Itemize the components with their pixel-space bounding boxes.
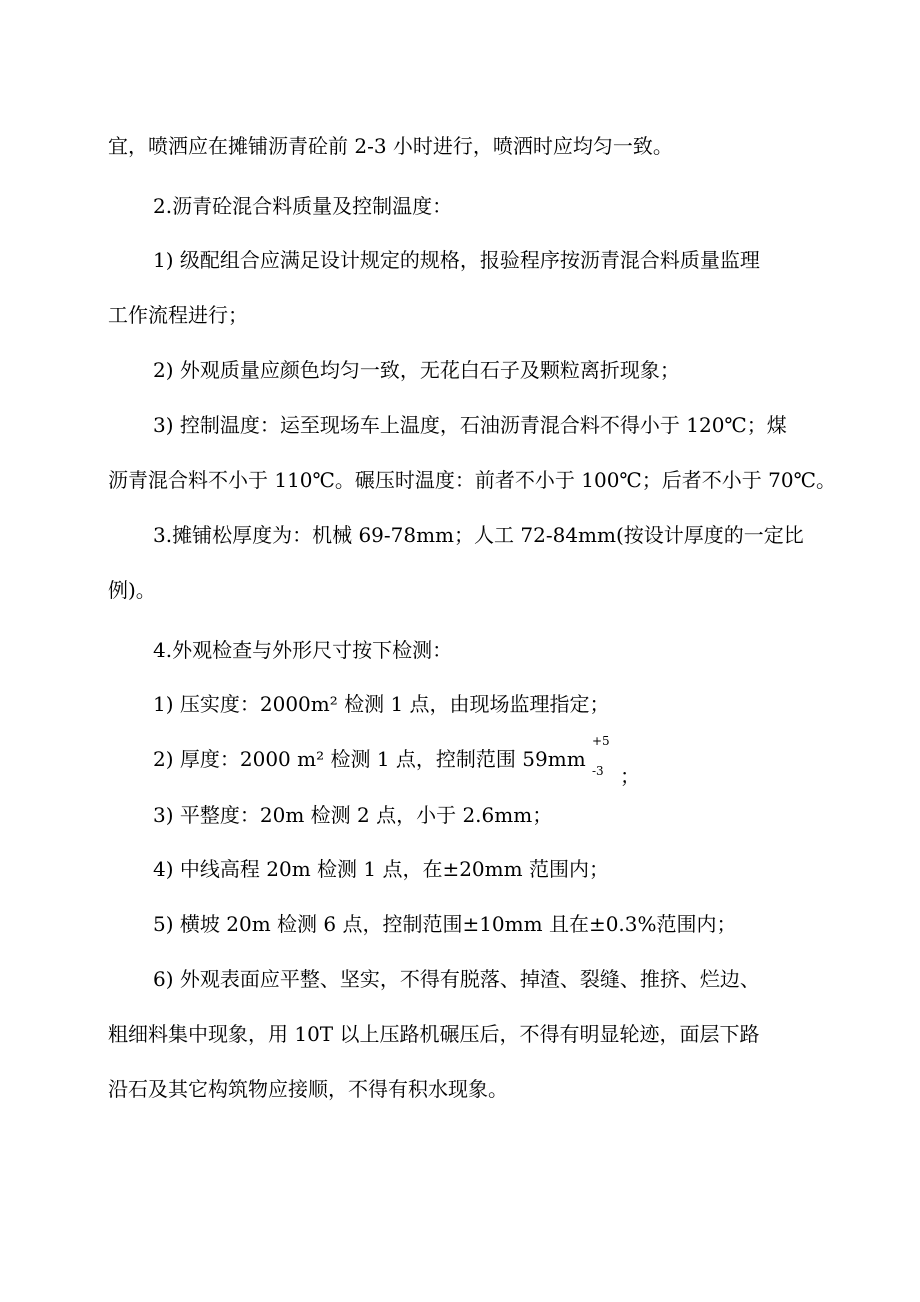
list-item: 3) 控制温度：运至现场车上温度，石油沥青混合料不得小于 120℃；煤 xyxy=(153,413,787,437)
list-item: 1) 压实度：2000m² 检测 1 点，由现场监理指定； xyxy=(153,692,610,716)
paragraph-line: 例)。 xyxy=(108,578,156,602)
tolerance-upper: +5 xyxy=(592,734,610,748)
paragraph-line: 宜，喷洒应在摊铺沥青砼前 2-3 小时进行，喷洒时应均匀一致。 xyxy=(108,134,673,158)
section-heading: 2.沥青砼混合料质量及控制温度： xyxy=(153,194,453,218)
paragraph-line: 工作流程进行； xyxy=(108,303,248,327)
list-item: 2) 外观质量应颜色均匀一致，无花白石子及颗粒离折现象； xyxy=(153,358,680,382)
list-item: 1) 级配组合应满足设计规定的规格，报验程序按沥青混合料质量监理 xyxy=(153,248,760,272)
paragraph-line: 沥青混合料不小于 110℃。碾压时温度：前者不小于 100℃；后者不小于 70℃。 xyxy=(108,468,836,492)
paragraph-line: 沿石及其它构筑物应接顺，不得有积水现象。 xyxy=(108,1077,508,1101)
tolerance-lower: -3 xyxy=(592,764,604,778)
list-item: 3) 平整度：20m 检测 2 点，小于 2.6mm； xyxy=(153,803,553,827)
tolerance-terminator: ； xyxy=(620,764,640,788)
section-heading: 4.外观检查与外形尺寸按下检测： xyxy=(153,638,453,662)
list-item: 4) 中线高程 20m 检测 1 点，在±20mm 范围内； xyxy=(153,857,609,881)
list-item: 5) 横坡 20m 检测 6 点，控制范围±10mm 且在±0.3%范围内； xyxy=(153,912,737,936)
section-heading: 3.摊铺松厚度为：机械 69-78mm；人工 72-84mm(按设计厚度的一定比 xyxy=(153,523,804,547)
list-item: 2) 厚度：2000 m² 检测 1 点，控制范围 59mm xyxy=(153,747,586,771)
list-item: 6) 外观表面应平整、坚实，不得有脱落、掉渣、裂缝、推挤、烂边、 xyxy=(153,967,760,991)
paragraph-line: 粗细料集中现象，用 10T 以上压路机碾压后，不得有明显轮迹，面层下路 xyxy=(108,1022,760,1046)
